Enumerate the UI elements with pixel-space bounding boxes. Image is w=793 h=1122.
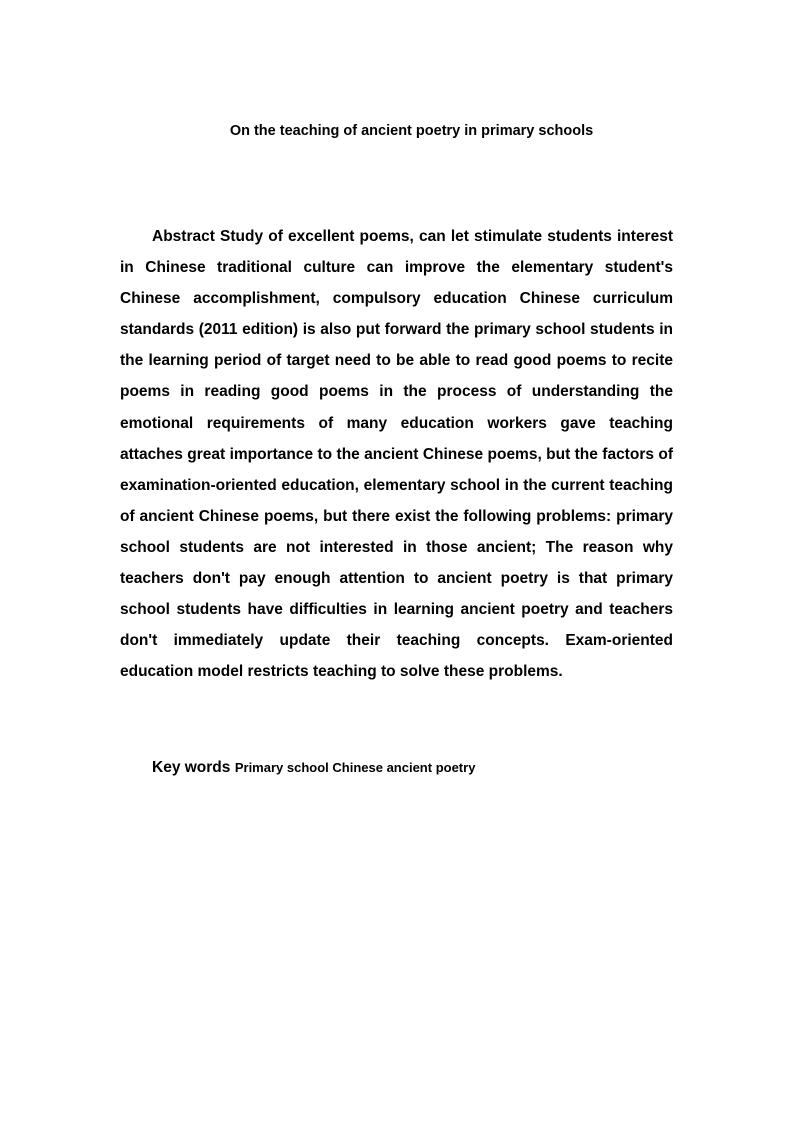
abstract-label: Abstract <box>152 228 215 245</box>
keywords-text: Primary school Chinese ancient poetry <box>234 760 476 775</box>
keywords-line <box>152 756 475 780</box>
keywords-label: Key words <box>152 759 231 776</box>
document-title: On the teaching of ancient poetry in primary schools <box>229 123 594 139</box>
abstract-body: Study of excellent poems, can let stimulate students interest in Chinese traditional culture can improve the elementary student's Chinese accomplishment, compulsory education Chinese curriculum standards (2011 edition) is also put forward the primary school students in the learning period of target need to be able to read good poems to recite poems in reading good poems in the process of understanding the emotional requirements of many education workers gave teaching attaches great importance to the ancient Chinese poems, but the factors of examination-oriented education, elementary school in the current teaching of ancient Chinese poems, but there exist the following problems: primary school students are not interested in those ancient; The reason why teachers don't pay enough attention to ancient poetry is that primary school students have difficulties in learning ancient poetry and teachers don't immediately update their teaching concepts. Exam-oriented education model restricts teaching to solve these problems. <box>120 228 673 681</box>
abstract-paragraph <box>120 221 673 687</box>
